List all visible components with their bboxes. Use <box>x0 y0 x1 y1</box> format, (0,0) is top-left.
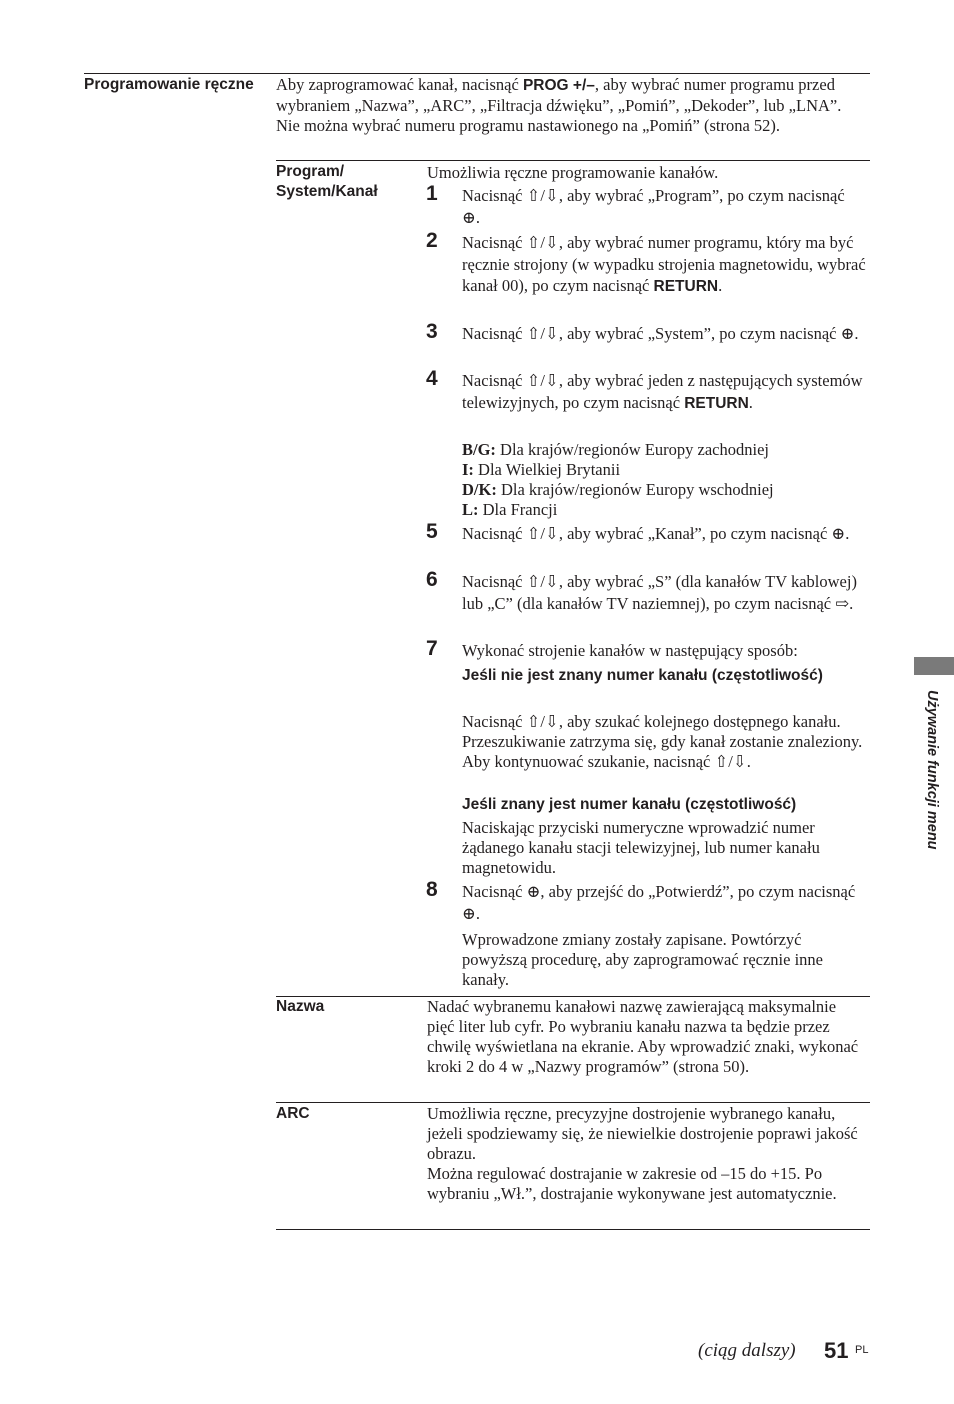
unknown-channel-text: Nacisnąć ⇧/⇩, aby szukać kolejnego dostępnego kanału. Przeszukiwanie zatrzyma się, gdy kanał zostanie znaleziony. Aby kontynuować szukanie, nacisnąć ⇧/⇩. <box>462 712 863 771</box>
final-note: Wprowadzone zmiany zostały zapisane. Powtórzyć powyższą procedurę, aby zaprogramować ręcznie inne kanały. <box>462 930 823 989</box>
step-number: 6 <box>426 568 438 591</box>
step-number: 8 <box>426 878 438 901</box>
section-intro <box>276 75 866 136</box>
known-channel-text: Naciskając przyciski numeryczne wprowadzić numer żądanego kanału stacji telewizyjnej, lub numer kanału magnetowidu. <box>462 818 820 877</box>
step-text: Wykonać strojenie kanałów w następujący sposób: <box>462 641 798 660</box>
language-code: PL <box>855 1344 869 1356</box>
top-rule <box>84 73 870 74</box>
system-code: B/G: <box>462 440 496 459</box>
step-4-text: Nacisnąć ⇧/⇩, aby wybrać jeden z następujących systemów telewizyjnych, po czym nacisnąć <box>462 371 863 412</box>
bottom-rule <box>276 1229 870 1230</box>
system-code: D/K: <box>462 480 497 499</box>
step-2-text: Nacisnąć ⇧/⇩, aby wybrać numer programu, który ma być ręcznie strojony (w wypadku strojenia magnetowidu, wybrać kanał 00), po czym nacisnąć <box>462 233 866 295</box>
step-text: Nacisnąć ⇧/⇩, aby wybrać „Program”, po czym nacisnąć ⊕. <box>462 186 845 227</box>
unknown-channel-heading: Jeśli nie jest znany numer kanału (częstotliwość) <box>462 667 823 684</box>
arc-label: ARC <box>276 1105 310 1122</box>
step-text <box>462 232 866 298</box>
step-number: 5 <box>426 520 438 543</box>
system-desc: Dla Francji <box>478 500 558 519</box>
step-number: 4 <box>426 367 438 390</box>
system-code: L: <box>462 500 479 519</box>
system-desc: Dla krajów/regionów Europy wschodniej <box>496 480 774 499</box>
system-item <box>462 460 866 480</box>
step-text: Nacisnąć ⇧/⇩, aby wybrać „Kanał”, po czym nacisnąć ⊕. <box>462 524 850 543</box>
step-text: Nacisnąć ⇧/⇩, aby wybrać „S” (dla kanałów TV kablowej) lub „C” (dla kanałów TV naziemnej), po czym nacisnąć ⇨. <box>462 572 857 613</box>
return-key: RETURN <box>684 394 749 412</box>
system-desc: Dla Wielkiej Brytanii <box>473 460 621 479</box>
step-4-end: . <box>748 392 753 412</box>
step-number: 2 <box>426 229 438 252</box>
arc-text-1: Umożliwia ręczne, precyzyjne dostrojenie wybranego kanału, jeżeli spodziewamy się, że niewielkie dostrojenie poprawi jakość obrazu. <box>427 1104 858 1163</box>
intro-after: , aby wybrać numer programu przed wybraniem „Nazwa”, „ARC”, „Filtracja dźwięku”, „Pomiń”, „Dekoder”, lub „LNA”. Nie można wybrać numeru programu nastawionego na „Pomiń” (strona 52). <box>276 75 842 135</box>
step-text: Nacisnąć ⇧/⇩, aby wybrać „System”, po czym nacisnąć ⊕. <box>462 324 859 343</box>
systems-list <box>462 440 866 520</box>
known-channel-heading: Jeśli znany jest numer kanału (częstotliwość) <box>462 796 797 813</box>
step-2-end: . <box>718 276 723 295</box>
continued-label: (ciąg dalszy) <box>698 1340 796 1361</box>
system-code: I: <box>462 460 474 479</box>
arc-text-2: Można regulować dostrajanie w zakresie od –15 do +15. Po wybraniu „Wł.”, dostrajanie wykonywane jest automatycznie. <box>427 1164 837 1203</box>
system-item <box>462 480 866 500</box>
system-item <box>462 500 866 520</box>
nazwa-text: Nadać wybranemu kanałowi nazwę zawierającą maksymalnie pięć liter lub cyfr. Po wybraniu kanału nazwa ta będzie przez chwilę wyświetlana na ekranie. Aby wprowadzić znaki, wykonać kroki 2 do 4 w „Nazwy programów” (strona 50). <box>427 997 859 1076</box>
prog-key: PROG +/– <box>522 77 595 94</box>
section-label: Programowanie ręczne <box>84 76 254 93</box>
intro-before: Aby zaprogramować kanał, nacisnąć <box>276 75 523 94</box>
program-label: Program/ System/Kanał <box>276 163 378 200</box>
system-desc: Dla krajów/regionów Europy zachodniej <box>495 440 770 459</box>
program-rule <box>276 160 870 161</box>
program-intro: Umożliwia ręczne programowanie kanałów. <box>427 163 719 182</box>
step-text: Nacisnąć ⊕, aby przejść do „Potwierdź”, po czym nacisnąć ⊕. <box>462 882 856 923</box>
section-tab-marker <box>914 657 954 675</box>
page-number: 51 <box>824 1338 849 1363</box>
step-number: 7 <box>426 637 438 660</box>
return-key: RETURN <box>653 278 719 295</box>
system-item <box>462 440 866 460</box>
arc-rule <box>276 1102 870 1103</box>
step-number: 3 <box>426 320 438 343</box>
sidebar-section-label: Używanie funkcji menu <box>924 690 940 850</box>
nazwa-label: Nazwa <box>276 998 325 1015</box>
step-text <box>462 370 866 414</box>
arc-text <box>427 1104 867 1204</box>
step-number: 1 <box>426 182 438 205</box>
